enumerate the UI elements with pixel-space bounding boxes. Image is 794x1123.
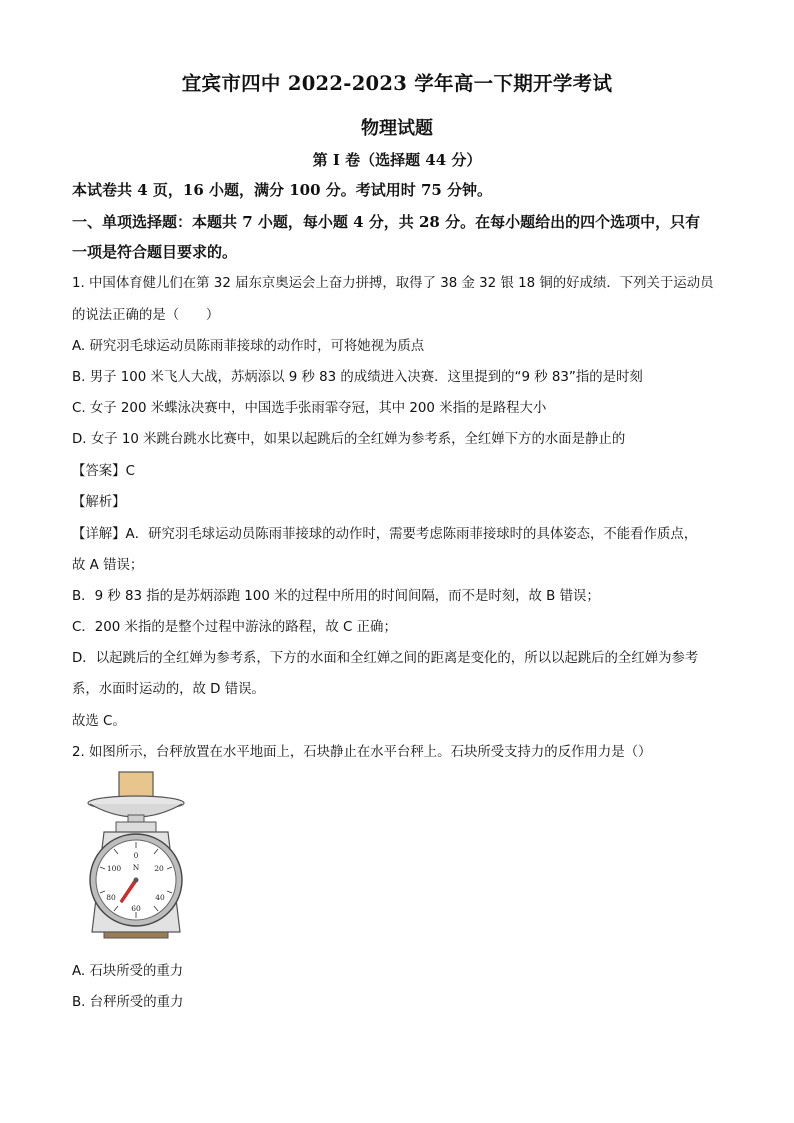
dial-label: 40 (155, 893, 165, 902)
q1-option-d: D. 女子 10 米跳台跳水比赛中，如果以起跳后的全红婵为参考系，全红婵下方的水面是静止的 (72, 432, 626, 447)
dial-unit: N (132, 863, 140, 872)
platform-scale-figure (82, 770, 202, 945)
q1-option-c: C. 女子 200 米蝶泳决赛中，中国选手张雨霏夺冠，其中 200 米指的是路程大小 (72, 401, 547, 416)
dial-label: 20 (154, 864, 164, 873)
q1-detail-line: C．200 米指的是整个过程中游泳的路程，故 C 正确； (72, 620, 397, 635)
q1-detail-line: 【详解】A．研究羽毛球运动员陈雨菲接球的动作时，需要考虑陈雨菲接球时的具体姿态，不能看作质点， (72, 527, 698, 542)
q2-option-b: B. 台秤所受的重力 (72, 995, 184, 1010)
q1-stem-line2: 的说法正确的是（ ） (72, 308, 220, 323)
answer-value: C (125, 464, 135, 479)
subject-title: 物理试题 (361, 118, 433, 139)
q1-detail-line: D．以起跳后的全红婵为参考系，下方的水面和全红婵之间的距离是变化的，所以以起跳后的全红婵为参考 (72, 651, 699, 666)
q1-detail-line: B．9 秒 83 指的是苏炳添跑 100 米的过程中所用的时间间隔，而不是时刻，故 B 错误； (72, 589, 600, 604)
dial-label: 100 (106, 864, 122, 873)
dial-label: 0 (133, 851, 139, 860)
section-heading-line1: 一、单项选择题：本题共 7 小题，每小题 4 分，共 28 分。在每小题给出的四个选项中，只有 (72, 213, 701, 231)
q1-answer (72, 462, 732, 482)
dial-label: 60 (131, 904, 141, 913)
q1-detail-line: 系，水面时运动的，故 D 错误。 (72, 682, 265, 697)
q1-analysis-tag: 【解析】 (72, 495, 126, 510)
answer-tag: 【答案】 (72, 464, 126, 479)
exam-title: 宜宾市四中 2022-2023 学年高一下期开学考试 (181, 72, 613, 95)
scale-base (104, 932, 168, 938)
exam-info: 本试卷共 4 页，16 小题，满分 100 分。考试用时 75 分钟。 (72, 181, 493, 199)
q1-detail-line: 故 A 错误； (72, 558, 144, 573)
q1-option-b: B. 男子 100 米飞人大战，苏炳添以 9 秒 83 的成绩进入决赛．这里提到的“9 秒 83”指的是时刻 (72, 370, 643, 385)
q1-stem-line1: 1. 中国体育健儿们在第 32 届东京奥运会上奋力拼搏，取得了 38 金 32 银 18 铜的好成绩．下列关于运动员 (72, 276, 714, 291)
q1-option-a: A. 研究羽毛球运动员陈雨菲接球的动作时，可将她视为质点 (72, 339, 425, 354)
q2-option-a: A. 石块所受的重力 (72, 964, 184, 979)
q1-conclusion: 故选 C。 (72, 714, 126, 729)
section-heading-line2: 一项是符合题目要求的。 (72, 243, 238, 261)
volume-title: 第 I 卷（选择题 44 分） (312, 151, 482, 169)
q2-stem: 2. 如图所示，台秤放置在水平地面上，石块静止在水平台秤上。石块所受支持力的反作用力是（） (72, 745, 652, 760)
dial-label: 80 (106, 893, 116, 902)
